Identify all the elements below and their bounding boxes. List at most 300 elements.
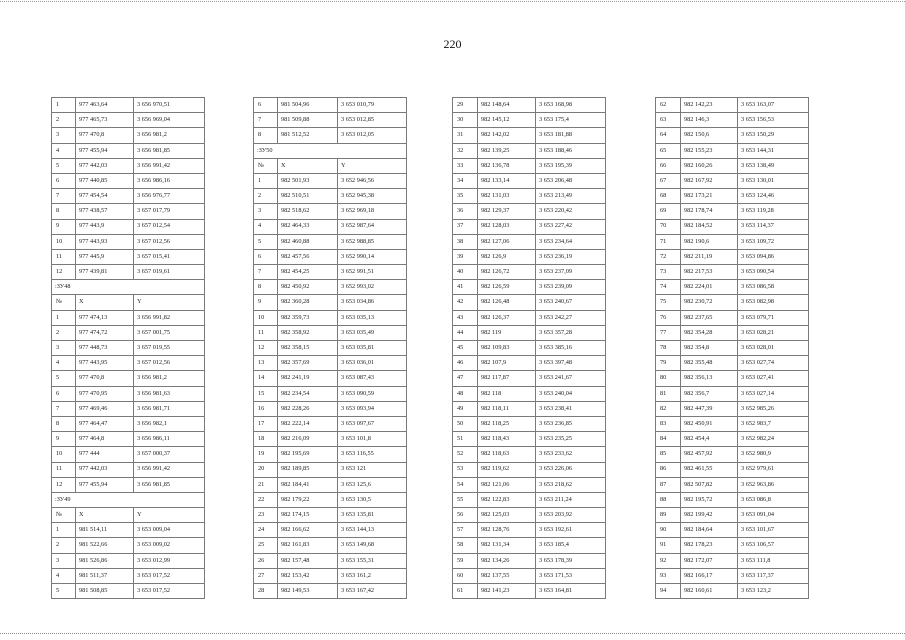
y-coordinate-cell: 3 653 124,46 [738,189,809,204]
table-row [254,249,407,264]
section-label-row [52,280,205,295]
y-coordinate-cell: 3 653 087,43 [338,371,407,386]
x-coordinate-cell: 981 514,11 [76,523,134,538]
y-coordinate-cell: 3 656 986,11 [134,432,205,447]
x-coordinate-cell: 977 455,94 [76,143,134,158]
page-number: 220 [443,37,462,51]
x-coordinate-cell: 977 448,73 [76,341,134,356]
y-coordinate-cell: 3 653 144,31 [738,143,809,158]
table-row [254,310,407,325]
point-number-cell: 64 [656,128,681,143]
x-coordinate-cell: 982 450,92 [278,280,338,295]
point-number-cell: 58 [453,538,478,553]
y-coordinate-cell: 3 653 093,94 [338,401,407,416]
x-coordinate-cell: 982 360,28 [278,295,338,310]
point-number-cell: 18 [254,432,278,447]
table-row [453,219,606,234]
table-row [453,128,606,143]
x-coordinate-cell: 977 469,46 [76,401,134,416]
x-coordinate-cell: 982 118,25 [478,416,536,431]
point-number-cell: 37 [453,219,478,234]
table-row [254,523,407,538]
y-coordinate-cell: 3 653 036,01 [338,356,407,371]
x-coordinate-cell: 982 217,53 [681,265,738,280]
point-number-cell: 33 [453,158,478,173]
y-coordinate-cell: 3 653 236,19 [536,249,606,264]
y-coordinate-cell: 3 653 397,48 [536,356,606,371]
section-label: :ЗУ50 [254,143,407,158]
y-coordinate-cell: 3 656 981,71 [134,401,205,416]
point-number-cell: 2 [52,113,76,128]
x-coordinate-cell: 982 166,62 [278,523,338,538]
y-coordinate-cell: 3 652 969,18 [338,204,407,219]
point-number-cell: 44 [453,325,478,340]
table-row [254,553,407,568]
table-row [656,219,809,234]
y-coordinate-cell: 3 653 130,5 [338,492,407,507]
y-coordinate-cell: 3 652 945,38 [338,189,407,204]
table-row [656,538,809,553]
table-row [254,401,407,416]
point-number-cell: № [52,295,76,310]
table-row [453,265,606,280]
table-row [52,386,205,401]
x-coordinate-cell: 982 167,92 [681,173,738,188]
table-row [453,553,606,568]
y-coordinate-cell: 3 653 240,67 [536,295,606,310]
point-number-cell: 4 [52,568,76,583]
x-coordinate-cell: 982 148,64 [478,98,536,113]
x-coordinate-cell: 982 125,03 [478,508,536,523]
x-coordinate-cell: 977 463,64 [76,98,134,113]
table-header-row [52,508,205,523]
table-row [52,553,205,568]
table-row [52,568,205,583]
y-coordinate-cell: 3 653 144,13 [338,523,407,538]
y-coordinate-cell: 3 653 090,54 [738,265,809,280]
table-row [52,356,205,371]
point-number-cell: 13 [254,356,278,371]
point-number-cell: 7 [52,189,76,204]
x-coordinate-cell: 982 457,56 [278,249,338,264]
table-row [254,416,407,431]
y-coordinate-cell: 3 653 213,49 [536,189,606,204]
y-coordinate-cell: 3 653 009,02 [134,538,205,553]
point-number-cell: 3 [254,204,278,219]
y-coordinate-cell: 3 653 150,29 [738,128,809,143]
table-row [52,523,205,538]
point-number-cell: 41 [453,280,478,295]
x-coordinate-cell: 982 510,51 [278,189,338,204]
table-row [52,310,205,325]
coordinate-table-2 [253,97,407,599]
table-row [52,477,205,492]
table-row [254,234,407,249]
point-number-cell: 9 [254,295,278,310]
table-row [656,341,809,356]
table-row [453,173,606,188]
x-coordinate-cell: 981 504,96 [278,98,338,113]
x-coordinate-cell: 977 470,8 [76,371,134,386]
y-coordinate-cell: 3 653 234,64 [536,234,606,249]
x-coordinate-cell: 982 118 [478,386,536,401]
y-coordinate-cell: Y [134,508,205,523]
table-row [52,173,205,188]
point-number-cell: 49 [453,401,478,416]
x-coordinate-cell: 982 129,37 [478,204,536,219]
x-coordinate-cell: 982 172,07 [681,553,738,568]
x-coordinate-cell: 977 439,81 [76,265,134,280]
table-row [453,492,606,507]
table-row [52,249,205,264]
point-number-cell: 72 [656,249,681,264]
point-number-cell: 6 [254,249,278,264]
x-coordinate-cell: 977 445,9 [76,249,134,264]
y-coordinate-cell: 3 653 163,07 [738,98,809,113]
x-coordinate-cell: 982 128,76 [478,523,536,538]
y-coordinate-cell: 3 653 012,99 [134,553,205,568]
point-number-cell: 42 [453,295,478,310]
x-coordinate-cell: 982 454,25 [278,265,338,280]
table-row [453,158,606,173]
x-coordinate-cell: 977 442,03 [76,158,134,173]
point-number-cell: № [254,158,278,173]
y-coordinate-cell: 3 653 156,53 [738,113,809,128]
point-number-cell: 89 [656,508,681,523]
point-number-cell: 32 [453,143,478,158]
table-row [453,538,606,553]
x-coordinate-cell: 982 359,73 [278,310,338,325]
point-number-cell: 78 [656,341,681,356]
table-row [52,234,205,249]
table-row [254,508,407,523]
table-row [453,341,606,356]
y-coordinate-cell: 3 653 034,86 [338,295,407,310]
y-coordinate-cell: Y [338,158,407,173]
point-number-cell: 2 [52,538,76,553]
point-number-cell: 7 [52,401,76,416]
table-row [52,401,205,416]
point-number-cell: 35 [453,189,478,204]
x-coordinate-cell: 982 121,06 [478,477,536,492]
x-coordinate-cell: 981 522,66 [76,538,134,553]
point-number-cell: 75 [656,295,681,310]
y-coordinate-cell: 3 656 981,63 [134,386,205,401]
table-row [52,189,205,204]
x-coordinate-cell: 982 118,11 [478,401,536,416]
y-coordinate-cell: 3 653 192,61 [536,523,606,538]
point-number-cell: 93 [656,568,681,583]
x-coordinate-cell: 977 474,72 [76,325,134,340]
y-coordinate-cell: 3 657 017,79 [134,204,205,219]
table-row [254,477,407,492]
section-label: :ЗУ49 [52,492,205,507]
y-coordinate-cell: 3 653 155,31 [338,553,407,568]
point-number-cell: 52 [453,447,478,462]
point-number-cell: 61 [453,584,478,599]
point-number-cell: 48 [453,386,478,401]
x-coordinate-cell: 981 512,52 [278,128,338,143]
y-coordinate-cell: 3 656 981,85 [134,477,205,492]
coordinate-table-4 [655,97,809,599]
x-coordinate-cell: 982 119,62 [478,462,536,477]
point-number-cell: 5 [52,584,76,599]
x-coordinate-cell: 982 126,48 [478,295,536,310]
y-coordinate-cell: 3 653 117,37 [738,568,809,583]
table-row [453,371,606,386]
y-coordinate-cell: 3 653 010,79 [338,98,407,113]
point-number-cell: 9 [52,432,76,447]
table-row [453,568,606,583]
table-row [254,538,407,553]
table-row [453,432,606,447]
x-coordinate-cell: 982 139,25 [478,143,536,158]
y-coordinate-cell: 3 653 240,04 [536,386,606,401]
y-coordinate-cell: 3 653 027,41 [738,371,809,386]
x-coordinate-cell: 982 142,23 [681,98,738,113]
x-coordinate-cell: 977 444 [76,447,134,462]
table-row [254,280,407,295]
point-number-cell: 81 [656,386,681,401]
table-row [254,265,407,280]
point-number-cell: 10 [52,234,76,249]
y-coordinate-cell: 3 657 019,55 [134,341,205,356]
x-coordinate-cell: 982 118,43 [478,432,536,447]
point-number-cell: 85 [656,447,681,462]
x-coordinate-cell: 982 173,21 [681,189,738,204]
table-row [656,128,809,143]
point-number-cell: 82 [656,401,681,416]
x-coordinate-cell: 982 184,52 [681,219,738,234]
point-number-cell: 31 [453,128,478,143]
point-number-cell: 92 [656,553,681,568]
y-coordinate-cell: 3 653 106,57 [738,538,809,553]
point-number-cell: 79 [656,356,681,371]
y-coordinate-cell: 3 656 981,85 [134,143,205,158]
table-row [52,462,205,477]
table-row [52,219,205,234]
point-number-cell: 21 [254,477,278,492]
x-coordinate-cell: 977 443,93 [76,234,134,249]
table-row [254,98,407,113]
bottom-edge-line [0,633,905,634]
point-number-cell: 4 [52,143,76,158]
section-label: :ЗУ48 [52,280,205,295]
point-number-cell: 50 [453,416,478,431]
x-coordinate-cell: 982 107,9 [478,356,536,371]
table-row [254,462,407,477]
x-coordinate-cell: 982 131,34 [478,538,536,553]
table-row [453,234,606,249]
table-row [656,143,809,158]
top-edge-line [0,1,905,2]
x-coordinate-cell: 982 354,28 [681,325,738,340]
point-number-cell: 26 [254,553,278,568]
table-row [453,113,606,128]
point-number-cell: 6 [254,98,278,113]
table-row [52,265,205,280]
table-row [453,356,606,371]
point-number-cell: 20 [254,462,278,477]
point-number-cell: 12 [52,477,76,492]
y-coordinate-cell: 3 653 028,21 [738,325,809,340]
table-row [453,584,606,599]
table-row [656,462,809,477]
y-coordinate-cell: 3 653 101,67 [738,523,809,538]
point-number-cell: 62 [656,98,681,113]
x-coordinate-cell: 982 461,55 [681,462,738,477]
point-number-cell: 54 [453,477,478,492]
coordinate-table-1 [51,97,205,599]
x-coordinate-cell: 982 126,72 [478,265,536,280]
x-coordinate-cell: 982 146,3 [681,113,738,128]
point-number-cell: 22 [254,492,278,507]
table-row [656,249,809,264]
x-coordinate-cell: 982 155,23 [681,143,738,158]
point-number-cell: 3 [52,553,76,568]
table-row [52,113,205,128]
y-coordinate-cell: Y [134,295,205,310]
point-number-cell: 10 [254,310,278,325]
point-number-cell: 8 [52,204,76,219]
point-number-cell: 86 [656,462,681,477]
y-coordinate-cell: 3 653 101,8 [338,432,407,447]
x-coordinate-cell: 982 119 [478,325,536,340]
y-coordinate-cell: 3 657 012,56 [134,234,205,249]
point-number-cell: 4 [254,219,278,234]
x-coordinate-cell: 982 141,23 [478,584,536,599]
x-coordinate-cell: 982 178,74 [681,204,738,219]
x-coordinate-cell: 982 454,4 [681,432,738,447]
table-row [254,128,407,143]
table-row [52,128,205,143]
x-coordinate-cell: 982 137,55 [478,568,536,583]
table-row [52,341,205,356]
y-coordinate-cell: 3 653 017,52 [134,584,205,599]
point-number-cell: 16 [254,401,278,416]
y-coordinate-cell: 3 656 981,2 [134,128,205,143]
x-coordinate-cell: 981 511,37 [76,568,134,583]
y-coordinate-cell: 3 653 027,74 [738,356,809,371]
x-coordinate-cell: 982 126,37 [478,310,536,325]
table-row [656,310,809,325]
x-coordinate-cell: 977 464,47 [76,416,134,431]
y-coordinate-cell: 3 653 235,25 [536,432,606,447]
x-coordinate-cell: 982 234,54 [278,386,338,401]
y-coordinate-cell: 3 652 987,64 [338,219,407,234]
y-coordinate-cell: 3 653 009,04 [134,523,205,538]
y-coordinate-cell: 3 653 116,55 [338,447,407,462]
y-coordinate-cell: 3 653 164,81 [536,584,606,599]
y-coordinate-cell: 3 653 220,42 [536,204,606,219]
y-coordinate-cell: 3 652 988,85 [338,234,407,249]
table-row [254,113,407,128]
y-coordinate-cell: 3 653 012,85 [338,113,407,128]
point-number-cell: 12 [52,265,76,280]
point-number-cell: 57 [453,523,478,538]
x-coordinate-cell: 982 174,15 [278,508,338,523]
point-number-cell: 8 [52,416,76,431]
x-coordinate-cell: 982 447,39 [681,401,738,416]
point-number-cell: 46 [453,356,478,371]
x-coordinate-cell: 982 179,22 [278,492,338,507]
y-coordinate-cell: 3 653 082,98 [738,295,809,310]
y-coordinate-cell: 3 652 983,7 [738,416,809,431]
y-coordinate-cell: 3 653 175,4 [536,113,606,128]
x-coordinate-cell: 982 464,33 [278,219,338,234]
point-number-cell: 25 [254,538,278,553]
y-coordinate-cell: 3 657 001,75 [134,325,205,340]
y-coordinate-cell: 3 653 119,28 [738,204,809,219]
point-number-cell: 17 [254,416,278,431]
y-coordinate-cell: 3 656 986,16 [134,173,205,188]
x-coordinate-cell: 982 160,61 [681,584,738,599]
y-coordinate-cell: 3 653 086,58 [738,280,809,295]
table-row [254,341,407,356]
point-number-cell: 19 [254,447,278,462]
y-coordinate-cell: 3 653 091,04 [738,508,809,523]
point-number-cell: 94 [656,584,681,599]
point-number-cell: 83 [656,416,681,431]
y-coordinate-cell: 3 652 982,24 [738,432,809,447]
y-coordinate-cell: 3 653 079,71 [738,310,809,325]
y-coordinate-cell: 3 653 171,53 [536,568,606,583]
y-coordinate-cell: 3 653 097,67 [338,416,407,431]
y-coordinate-cell: 3 653 012,05 [338,128,407,143]
y-coordinate-cell: 3 656 982,1 [134,416,205,431]
point-number-cell: 53 [453,462,478,477]
y-coordinate-cell: 3 653 167,42 [338,584,407,599]
y-coordinate-cell: 3 653 226,06 [536,462,606,477]
point-number-cell: 87 [656,477,681,492]
x-coordinate-cell: 982 228,26 [278,401,338,416]
x-coordinate-cell: 982 211,19 [681,249,738,264]
point-number-cell: 70 [656,219,681,234]
point-number-cell: 5 [52,371,76,386]
y-coordinate-cell: 3 653 188,46 [536,143,606,158]
point-number-cell: 3 [52,128,76,143]
y-coordinate-cell: 3 652 979,61 [738,462,809,477]
point-number-cell: 43 [453,310,478,325]
point-number-cell: 38 [453,234,478,249]
point-number-cell: 55 [453,492,478,507]
x-coordinate-cell: 982 131,03 [478,189,536,204]
x-coordinate-cell: 982 184,41 [278,477,338,492]
table-row [656,295,809,310]
point-number-cell: 56 [453,508,478,523]
point-number-cell: 11 [52,249,76,264]
x-coordinate-cell: 981 509,88 [278,113,338,128]
table-row [453,295,606,310]
y-coordinate-cell: 3 653 195,39 [536,158,606,173]
table-row [453,98,606,113]
x-coordinate-cell: 982 153,42 [278,568,338,583]
table-row [52,325,205,340]
x-coordinate-cell: 982 237,65 [681,310,738,325]
point-number-cell: 12 [254,341,278,356]
table-row [656,234,809,249]
coordinate-table-3 [452,97,606,599]
x-coordinate-cell: 982 501,93 [278,173,338,188]
y-coordinate-cell: 3 656 991,42 [134,462,205,477]
y-coordinate-cell: 3 656 991,82 [134,310,205,325]
y-coordinate-cell: 3 653 168,98 [536,98,606,113]
table-row [453,477,606,492]
table-row [254,325,407,340]
x-coordinate-cell: 977 465,73 [76,113,134,128]
point-number-cell: 3 [52,341,76,356]
x-coordinate-cell: 982 142,02 [478,128,536,143]
